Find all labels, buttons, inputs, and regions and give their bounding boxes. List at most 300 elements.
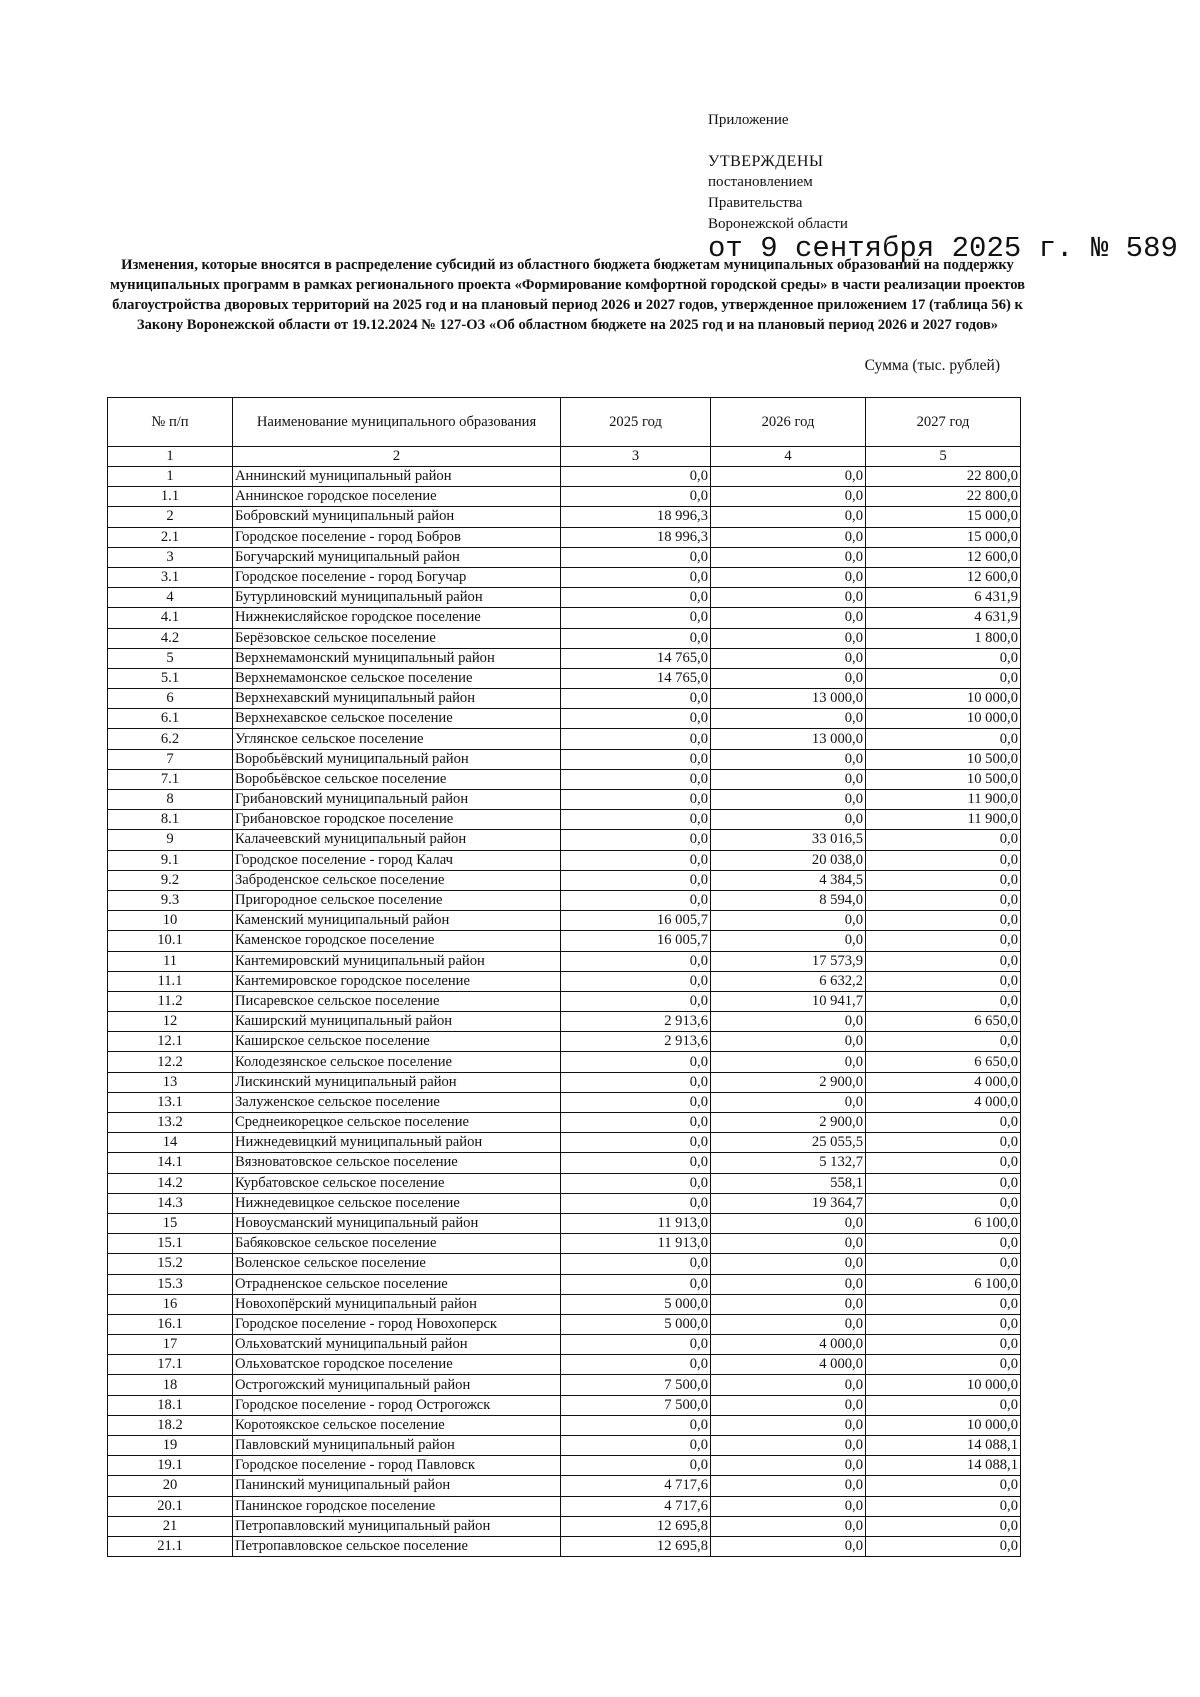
municipality-name: Грибановское городское поселение <box>233 810 561 830</box>
value-2027: 0,0 <box>866 991 1021 1011</box>
value-2026: 25 055,5 <box>711 1133 866 1153</box>
value-2026: 0,0 <box>711 668 866 688</box>
value-2027: 1 800,0 <box>866 628 1021 648</box>
row-number: 8.1 <box>108 810 233 830</box>
value-2025: 0,0 <box>561 769 711 789</box>
row-number: 12.2 <box>108 1052 233 1072</box>
table-row <box>108 1153 1021 1173</box>
value-2027: 0,0 <box>866 890 1021 910</box>
municipality-name: Вязноватовское сельское поселение <box>233 1153 561 1173</box>
value-2025: 0,0 <box>561 790 711 810</box>
table-row <box>108 1355 1021 1375</box>
municipality-name: Новоусманский муниципальный район <box>233 1213 561 1233</box>
municipality-name: Колодезянское сельское поселение <box>233 1052 561 1072</box>
value-2026: 33 016,5 <box>711 830 866 850</box>
table-row <box>108 487 1021 507</box>
value-2025: 16 005,7 <box>561 911 711 931</box>
table-row <box>108 1294 1021 1314</box>
municipality-name: Кантемировское городское поселение <box>233 971 561 991</box>
table-row <box>108 1395 1021 1415</box>
row-number: 21 <box>108 1516 233 1536</box>
value-2026: 10 941,7 <box>711 991 866 1011</box>
value-2025: 0,0 <box>561 991 711 1011</box>
table-row <box>108 1476 1021 1496</box>
value-2027: 0,0 <box>866 1516 1021 1536</box>
value-2027: 10 000,0 <box>866 689 1021 709</box>
value-2027: 0,0 <box>866 1476 1021 1496</box>
unit-label: Сумма (тыс. рублей) <box>864 357 1000 374</box>
municipality-name: Каменское городское поселение <box>233 931 561 951</box>
index-cell: 1 <box>108 447 233 467</box>
value-2025: 0,0 <box>561 567 711 587</box>
value-2026: 0,0 <box>711 1395 866 1415</box>
row-number: 4 <box>108 588 233 608</box>
value-2027: 0,0 <box>866 1133 1021 1153</box>
row-number: 3.1 <box>108 567 233 587</box>
value-2026: 8 594,0 <box>711 890 866 910</box>
header-2025: 2025 год <box>561 398 711 447</box>
row-number: 14.3 <box>108 1193 233 1213</box>
municipality-name: Кантемировский муниципальный район <box>233 951 561 971</box>
table-row <box>108 1072 1021 1092</box>
row-number: 4.2 <box>108 628 233 648</box>
value-2026: 0,0 <box>711 1476 866 1496</box>
index-cell: 3 <box>561 447 711 467</box>
value-2025: 0,0 <box>561 870 711 890</box>
value-2027: 0,0 <box>866 648 1021 668</box>
municipality-name: Нижнедевицкое сельское поселение <box>233 1193 561 1213</box>
value-2026: 0,0 <box>711 507 866 527</box>
table-header-row <box>108 398 1021 447</box>
row-number: 11.1 <box>108 971 233 991</box>
table-row <box>108 1012 1021 1032</box>
value-2026: 17 573,9 <box>711 951 866 971</box>
municipality-name: Панинский муниципальный район <box>233 1476 561 1496</box>
municipality-name: Грибановский муниципальный район <box>233 790 561 810</box>
row-number: 17 <box>108 1335 233 1355</box>
value-2025: 2 913,6 <box>561 1012 711 1032</box>
row-number: 1.1 <box>108 487 233 507</box>
table-row <box>108 991 1021 1011</box>
value-2025: 0,0 <box>561 628 711 648</box>
municipality-name: Аннинский муниципальный район <box>233 467 561 487</box>
value-2025: 0,0 <box>561 487 711 507</box>
table-row <box>108 1516 1021 1536</box>
row-number: 7 <box>108 749 233 769</box>
document-title: Изменения, которые вносятся в распределение субсидий из областного бюджета бюджетам муниципальных образований на поддержку муниципальных программ в рамках регионального проекта «Формирование комфортной городской среды» в части реализации проектов благоустройства дворовых территорий на 2025 год и на плановый период 2026 и 2027 годов, утвержденное приложением 17 (таблица 56) к Закону Воронежской области от 19.12.2024 № 127-ОЗ «Об областном бюджете на 2025 год и на плановый период 2026 и 2027 годов» <box>109 257 1026 333</box>
row-number: 5 <box>108 648 233 668</box>
table-row <box>108 729 1021 749</box>
table-row <box>108 527 1021 547</box>
value-2025: 14 765,0 <box>561 668 711 688</box>
municipality-name: Верхнехавское сельское поселение <box>233 709 561 729</box>
value-2025: 0,0 <box>561 1335 711 1355</box>
value-2026: 19 364,7 <box>711 1193 866 1213</box>
value-2027: 10 500,0 <box>866 749 1021 769</box>
municipality-name: Ольховатское городское поселение <box>233 1355 561 1375</box>
municipality-name: Писаревское сельское поселение <box>233 991 561 1011</box>
value-2027: 22 800,0 <box>866 487 1021 507</box>
value-2025: 0,0 <box>561 547 711 567</box>
table-row <box>108 1274 1021 1294</box>
value-2027: 0,0 <box>866 1294 1021 1314</box>
municipality-name: Каширский муниципальный район <box>233 1012 561 1032</box>
value-2026: 0,0 <box>711 527 866 547</box>
row-number: 13.2 <box>108 1113 233 1133</box>
table-row <box>108 1234 1021 1254</box>
row-number: 6 <box>108 689 233 709</box>
value-2026: 0,0 <box>711 1415 866 1435</box>
row-number: 14 <box>108 1133 233 1153</box>
value-2025: 0,0 <box>561 1173 711 1193</box>
value-2026: 0,0 <box>711 911 866 931</box>
municipality-name: Заброденское сельское поселение <box>233 870 561 890</box>
municipality-name: Углянское сельское поселение <box>233 729 561 749</box>
value-2027: 11 900,0 <box>866 790 1021 810</box>
value-2026: 0,0 <box>711 628 866 648</box>
value-2025: 0,0 <box>561 850 711 870</box>
value-2026: 4 000,0 <box>711 1335 866 1355</box>
value-2025: 0,0 <box>561 1355 711 1375</box>
row-number: 9.3 <box>108 890 233 910</box>
value-2027: 0,0 <box>866 1335 1021 1355</box>
value-2027: 0,0 <box>866 1113 1021 1133</box>
row-number: 18.1 <box>108 1395 233 1415</box>
value-2025: 0,0 <box>561 1052 711 1072</box>
municipality-name: Панинское городское поселение <box>233 1496 561 1516</box>
value-2025: 0,0 <box>561 1153 711 1173</box>
value-2026: 0,0 <box>711 749 866 769</box>
table-row <box>108 790 1021 810</box>
value-2025: 4 717,6 <box>561 1496 711 1516</box>
table-row <box>108 628 1021 648</box>
value-2025: 0,0 <box>561 1092 711 1112</box>
value-2026: 0,0 <box>711 567 866 587</box>
value-2027: 0,0 <box>866 931 1021 951</box>
value-2025: 0,0 <box>561 749 711 769</box>
table-row <box>108 1173 1021 1193</box>
municipality-name: Богучарский муниципальный район <box>233 547 561 567</box>
value-2025: 0,0 <box>561 890 711 910</box>
value-2026: 0,0 <box>711 547 866 567</box>
table-row <box>108 1193 1021 1213</box>
table-row <box>108 1092 1021 1112</box>
value-2027: 14 088,1 <box>866 1456 1021 1476</box>
row-number: 9.1 <box>108 850 233 870</box>
municipality-name: Бутурлиновский муниципальный район <box>233 588 561 608</box>
table-row <box>108 1415 1021 1435</box>
table-row <box>108 608 1021 628</box>
value-2026: 0,0 <box>711 1536 866 1556</box>
row-number: 16.1 <box>108 1314 233 1334</box>
row-number: 3 <box>108 547 233 567</box>
value-2026: 0,0 <box>711 1375 866 1395</box>
row-number: 5.1 <box>108 668 233 688</box>
value-2026: 0,0 <box>711 709 866 729</box>
header-2026: 2026 год <box>711 398 866 447</box>
value-2025: 0,0 <box>561 810 711 830</box>
municipality-name: Нижнедевицкий муниципальный район <box>233 1133 561 1153</box>
municipality-name: Нижнекисляйское городское поселение <box>233 608 561 628</box>
value-2026: 0,0 <box>711 1314 866 1334</box>
header-municipality: Наименование муниципального образования <box>233 398 561 447</box>
value-2026: 0,0 <box>711 467 866 487</box>
value-2027: 14 088,1 <box>866 1436 1021 1456</box>
row-number: 20.1 <box>108 1496 233 1516</box>
value-2027: 0,0 <box>866 1355 1021 1375</box>
value-2026: 2 900,0 <box>711 1113 866 1133</box>
row-number: 6.2 <box>108 729 233 749</box>
row-number: 12.1 <box>108 1032 233 1052</box>
row-number: 18.2 <box>108 1415 233 1435</box>
value-2027: 0,0 <box>866 1173 1021 1193</box>
value-2027: 0,0 <box>866 1153 1021 1173</box>
row-number: 9.2 <box>108 870 233 890</box>
row-number: 14.2 <box>108 1173 233 1193</box>
value-2027: 4 000,0 <box>866 1092 1021 1112</box>
table-row <box>108 567 1021 587</box>
municipality-name: Отрадненское сельское поселение <box>233 1274 561 1294</box>
municipality-name: Городское поселение - город Богучар <box>233 567 561 587</box>
row-number: 1 <box>108 467 233 487</box>
row-number: 8 <box>108 790 233 810</box>
table-row <box>108 1375 1021 1395</box>
row-number: 19 <box>108 1436 233 1456</box>
value-2025: 0,0 <box>561 1254 711 1274</box>
table-row <box>108 1133 1021 1153</box>
value-2026: 558,1 <box>711 1173 866 1193</box>
header-number: № п/п <box>108 398 233 447</box>
value-2025: 0,0 <box>561 1133 711 1153</box>
value-2025: 0,0 <box>561 1274 711 1294</box>
row-number: 15.3 <box>108 1274 233 1294</box>
value-2026: 0,0 <box>711 931 866 951</box>
row-number: 15.2 <box>108 1254 233 1274</box>
value-2027: 10 500,0 <box>866 769 1021 789</box>
approval-block <box>708 110 1108 235</box>
approved-label: УТВЕРЖДЕНЫ <box>708 153 824 170</box>
value-2027: 0,0 <box>866 951 1021 971</box>
value-2026: 0,0 <box>711 1052 866 1072</box>
value-2025: 2 913,6 <box>561 1032 711 1052</box>
table-row <box>108 668 1021 688</box>
value-2026: 20 038,0 <box>711 850 866 870</box>
municipality-name: Павловский муниципальный район <box>233 1436 561 1456</box>
approval-line-2: Правительства <box>708 195 803 211</box>
value-2027: 11 900,0 <box>866 810 1021 830</box>
value-2026: 0,0 <box>711 648 866 668</box>
value-2027: 10 000,0 <box>866 1375 1021 1395</box>
row-number: 11.2 <box>108 991 233 1011</box>
approval-line-1: постановлением <box>708 174 813 190</box>
value-2025: 18 996,3 <box>561 527 711 547</box>
value-2026: 0,0 <box>711 588 866 608</box>
value-2027: 6 431,9 <box>866 588 1021 608</box>
table-row <box>108 850 1021 870</box>
value-2026: 5 132,7 <box>711 1153 866 1173</box>
value-2027: 6 650,0 <box>866 1012 1021 1032</box>
municipality-name: Воробьёвское сельское поселение <box>233 769 561 789</box>
table-row <box>108 467 1021 487</box>
value-2027: 4 000,0 <box>866 1072 1021 1092</box>
table-row <box>108 1496 1021 1516</box>
value-2027: 0,0 <box>866 1536 1021 1556</box>
table-row <box>108 931 1021 951</box>
row-number: 9 <box>108 830 233 850</box>
table-row <box>108 1314 1021 1334</box>
value-2026: 0,0 <box>711 1234 866 1254</box>
municipality-name: Петропавловское сельское поселение <box>233 1536 561 1556</box>
table-row <box>108 810 1021 830</box>
row-number: 11 <box>108 951 233 971</box>
value-2026: 0,0 <box>711 1213 866 1233</box>
value-2025: 5 000,0 <box>561 1314 711 1334</box>
value-2025: 0,0 <box>561 1436 711 1456</box>
value-2027: 4 631,9 <box>866 608 1021 628</box>
value-2025: 0,0 <box>561 830 711 850</box>
table-row <box>108 648 1021 668</box>
value-2027: 22 800,0 <box>866 467 1021 487</box>
municipality-name: Острогожский муниципальный район <box>233 1375 561 1395</box>
column-index-row <box>108 447 1021 467</box>
table-row <box>108 507 1021 527</box>
municipality-name: Петропавловский муниципальный район <box>233 1516 561 1536</box>
row-number: 4.1 <box>108 608 233 628</box>
value-2025: 12 695,8 <box>561 1516 711 1536</box>
municipality-name: Городское поселение - город Павловск <box>233 1456 561 1476</box>
value-2027: 0,0 <box>866 1032 1021 1052</box>
approval-line-3: Воронежской области <box>708 216 848 232</box>
value-2025: 0,0 <box>561 1415 711 1435</box>
row-number: 6.1 <box>108 709 233 729</box>
municipality-name: Городское поселение - город Новохоперск <box>233 1314 561 1334</box>
value-2025: 0,0 <box>561 709 711 729</box>
value-2026: 0,0 <box>711 790 866 810</box>
value-2025: 0,0 <box>561 689 711 709</box>
table-row <box>108 1113 1021 1133</box>
index-cell: 2 <box>233 447 561 467</box>
value-2027: 10 000,0 <box>866 709 1021 729</box>
row-number: 15 <box>108 1213 233 1233</box>
row-number: 19.1 <box>108 1456 233 1476</box>
municipality-name: Воробьёвский муниципальный район <box>233 749 561 769</box>
subsidy-table <box>107 397 1021 1557</box>
table-row <box>108 547 1021 567</box>
row-number: 15.1 <box>108 1234 233 1254</box>
table-row <box>108 971 1021 991</box>
value-2027: 0,0 <box>866 971 1021 991</box>
value-2025: 7 500,0 <box>561 1395 711 1415</box>
table-row <box>108 709 1021 729</box>
table-row <box>108 1436 1021 1456</box>
value-2025: 11 913,0 <box>561 1234 711 1254</box>
value-2027: 0,0 <box>866 870 1021 890</box>
row-number: 2.1 <box>108 527 233 547</box>
value-2027: 0,0 <box>866 1395 1021 1415</box>
table-row <box>108 911 1021 931</box>
value-2026: 4 000,0 <box>711 1355 866 1375</box>
table-row <box>108 1456 1021 1476</box>
row-number: 10 <box>108 911 233 931</box>
value-2026: 0,0 <box>711 1294 866 1314</box>
municipality-name: Городское поселение - город Острогожск <box>233 1395 561 1415</box>
municipality-name: Воленское сельское поселение <box>233 1254 561 1274</box>
value-2026: 0,0 <box>711 487 866 507</box>
table-row <box>108 769 1021 789</box>
value-2026: 0,0 <box>711 1516 866 1536</box>
value-2025: 0,0 <box>561 588 711 608</box>
value-2025: 4 717,6 <box>561 1476 711 1496</box>
row-number: 20 <box>108 1476 233 1496</box>
value-2027: 0,0 <box>866 729 1021 749</box>
value-2025: 16 005,7 <box>561 931 711 951</box>
municipality-name: Бабяковское сельское поселение <box>233 1234 561 1254</box>
value-2027: 10 000,0 <box>866 1415 1021 1435</box>
municipality-name: Среднеикорецкое сельское поселение <box>233 1113 561 1133</box>
table-row <box>108 951 1021 971</box>
municipality-name: Лискинский муниципальный район <box>233 1072 561 1092</box>
row-number: 17.1 <box>108 1355 233 1375</box>
value-2027: 12 600,0 <box>866 567 1021 587</box>
header-2027: 2027 год <box>866 398 1021 447</box>
value-2027: 0,0 <box>866 1314 1021 1334</box>
row-number: 13.1 <box>108 1092 233 1112</box>
value-2025: 14 765,0 <box>561 648 711 668</box>
municipality-name: Каменский муниципальный район <box>233 911 561 931</box>
municipality-name: Ольховатский муниципальный район <box>233 1335 561 1355</box>
value-2026: 0,0 <box>711 608 866 628</box>
value-2027: 0,0 <box>866 1254 1021 1274</box>
table-row <box>108 1032 1021 1052</box>
table-row <box>108 1254 1021 1274</box>
municipality-name: Городское поселение - город Бобров <box>233 527 561 547</box>
value-2026: 4 384,5 <box>711 870 866 890</box>
value-2026: 0,0 <box>711 810 866 830</box>
value-2026: 6 632,2 <box>711 971 866 991</box>
municipality-name: Верхнехавский муниципальный район <box>233 689 561 709</box>
value-2026: 0,0 <box>711 1254 866 1274</box>
municipality-name: Верхнемамонский муниципальный район <box>233 648 561 668</box>
table-row <box>108 1536 1021 1556</box>
value-2027: 6 100,0 <box>866 1274 1021 1294</box>
value-2025: 0,0 <box>561 1072 711 1092</box>
municipality-name: Курбатовское сельское поселение <box>233 1173 561 1193</box>
value-2025: 18 996,3 <box>561 507 711 527</box>
row-number: 10.1 <box>108 931 233 951</box>
value-2027: 0,0 <box>866 1234 1021 1254</box>
value-2025: 11 913,0 <box>561 1213 711 1233</box>
value-2027: 0,0 <box>866 911 1021 931</box>
municipality-name: Берёзовское сельское поселение <box>233 628 561 648</box>
table-row <box>108 1052 1021 1072</box>
value-2026: 0,0 <box>711 1092 866 1112</box>
table-row <box>108 689 1021 709</box>
value-2025: 0,0 <box>561 971 711 991</box>
value-2026: 13 000,0 <box>711 729 866 749</box>
municipality-name: Аннинское городское поселение <box>233 487 561 507</box>
municipality-name: Залуженское сельское поселение <box>233 1092 561 1112</box>
municipality-name: Коротоякское сельское поселение <box>233 1415 561 1435</box>
row-number: 14.1 <box>108 1153 233 1173</box>
table-row <box>108 890 1021 910</box>
index-cell: 4 <box>711 447 866 467</box>
value-2026: 0,0 <box>711 1274 866 1294</box>
value-2025: 0,0 <box>561 729 711 749</box>
municipality-name: Новохопёрский муниципальный район <box>233 1294 561 1314</box>
value-2027: 6 100,0 <box>866 1213 1021 1233</box>
appendix-label: Приложение <box>708 112 789 128</box>
value-2027: 15 000,0 <box>866 527 1021 547</box>
